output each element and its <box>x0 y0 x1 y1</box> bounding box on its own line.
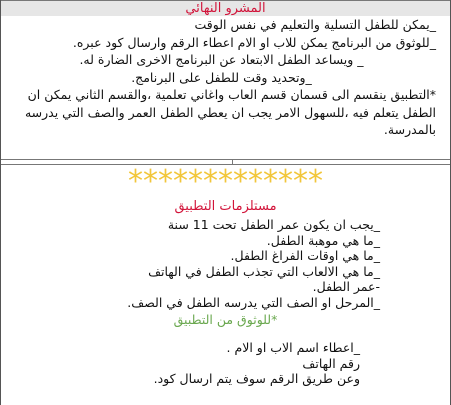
text-line: _وتحديد وقت للطفل على البرنامج. <box>131 69 312 85</box>
list-item: _يجب ان يكون عمر الطفل تحت 11 سنة <box>167 217 380 232</box>
requirements-title: مستلزمات التطبيق <box>174 199 277 214</box>
list-item: _ما هي الالعاب التي تجذب الطفل في الهاتف <box>148 263 380 279</box>
text-line: _للوثوق من البرنامج يمكن للاب او الام اعطاء الرقم وارسال كود عبره. <box>72 34 436 50</box>
list-item: وعن طريق الرقم سوف يتم ارسال كود. <box>153 371 360 386</box>
requirements-list <box>1 217 450 310</box>
list-item: _ما هي موهبة الطفل. <box>266 232 380 248</box>
section-body <box>1 16 450 139</box>
text-line: _يمكن للطفل التسلية والتعليم في نفس الوقت <box>194 17 436 32</box>
list-item: رقم الهاتف <box>302 355 360 371</box>
list-item: _ما هي اوقات الفراغ الطفل. <box>230 248 380 263</box>
text-line: *التطبيق ينقسم الى قسمان قسم العاب واغاني تعلمية ،والقسم الثاني يمكن ان الطفل يتعلم فيه ،للسهول الامر يجب ان يعطي الطفل العمر والصف التي يدرسه بالمدرسة. <box>24 87 436 137</box>
trust-list <box>1 340 450 387</box>
final-project-section <box>1 0 450 160</box>
list-item: -عمر الطفل. <box>312 279 380 294</box>
star-divider: ************* <box>128 164 323 199</box>
text-line: _ ويساعد الطفل الابتعاد عن البرنامج الاخرى الضارة له. <box>79 52 364 67</box>
section-title: المشرو النهائي <box>1 1 450 16</box>
trust-title: *للوثوق من التطبيق <box>173 312 278 327</box>
requirements-section <box>1 164 450 405</box>
list-item: _المرحل او الصف التي يدرسه الطفل في الصف. <box>127 294 380 310</box>
list-item: _اعطاء اسم الاب او الام . <box>226 340 360 355</box>
